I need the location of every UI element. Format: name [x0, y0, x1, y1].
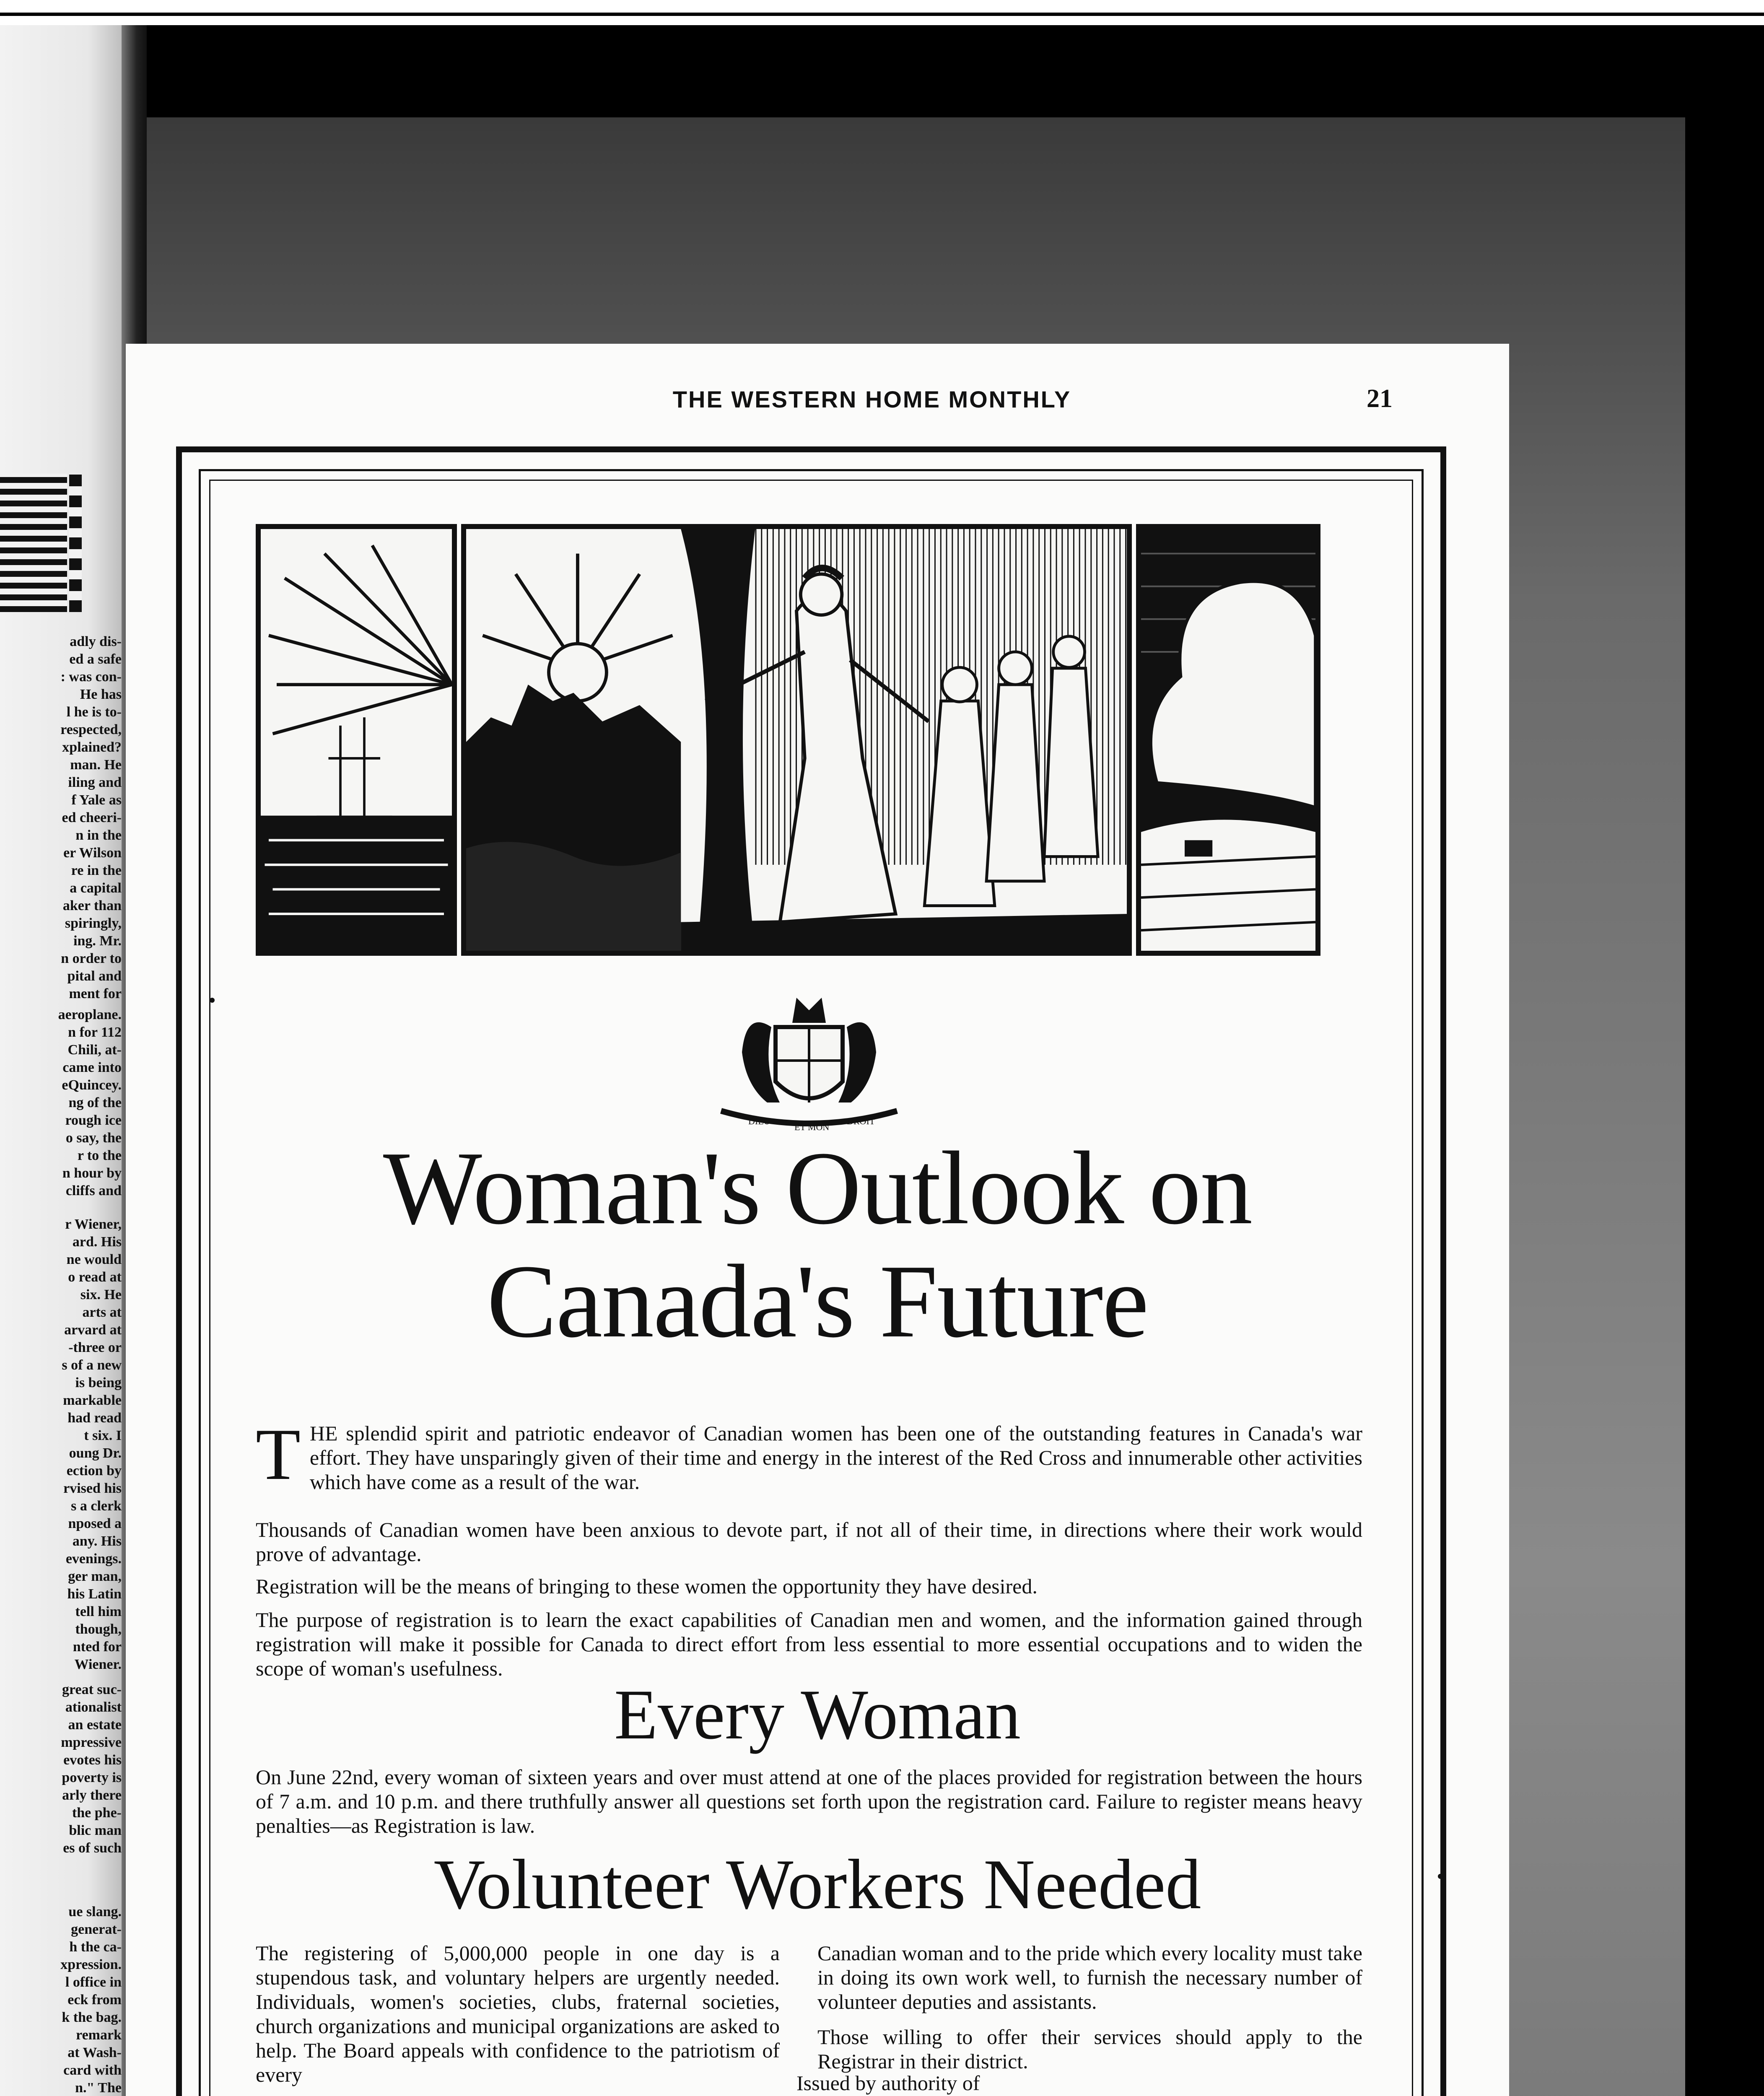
volunteer-right-column-1: Canadian woman and to the pride which every locality must take in doing its own work well, to furnish the necessary number of volunteer deputies and assistants.	[817, 1941, 1362, 2013]
illustration-landscape-panel	[1136, 524, 1320, 956]
volunteer-left-column: The registering of 5,000,000 people in one day is a stupendous task, and voluntary helpers are urgently needed. Individuals, women's societies, clubs, fraternal societies, church organizations and municipal organizations are asked to help. The Board appeals with confidence to the patriotism of every	[256, 1941, 780, 2086]
facing-page-column-4: great suc- ationalist an estate mpressive evotes his poverty is arly there the phe- blic man es of such	[61, 1682, 122, 1856]
magazine-page	[126, 344, 1509, 2096]
facing-page-column-2: aeroplane. n for 112 Chili, at- came into eQuincey. ng of the rough ice o say, the r to the n hour by cliffs and	[58, 1007, 122, 1198]
headline-line-1: Woman's Outlook on	[383, 1130, 1252, 1246]
column-rule-ornament	[0, 474, 67, 612]
speck	[1438, 1874, 1443, 1879]
crest-motto-right: DROIT	[847, 1116, 875, 1126]
crest-motto-center: ET MON	[794, 1122, 830, 1132]
coat-of-arms-icon	[683, 977, 935, 1136]
column-rule-ornament-2	[69, 474, 82, 612]
illustration-center-panel	[461, 524, 1132, 956]
running-head: THE WESTERN HOME MONTHLY	[672, 386, 1071, 412]
paragraph-thousands: Thousands of Canadian women have been anxious to devote part, if not all of their time, in directions where their work would prove of advantage.	[256, 1518, 1362, 1566]
landscape-illustration	[1141, 529, 1315, 951]
drop-cap: T	[256, 1414, 301, 1495]
volunteer-heading: Volunteer Workers Needed	[433, 1845, 1201, 1924]
facing-page-column-5: ue slang. generat- h the ca- xpression. l office in eck from k the bag. remark at Wash- card with n." The	[60, 1904, 122, 2096]
scanner-edge	[0, 0, 1764, 25]
paragraph-registration: Registration will be the means of bringing to these women the opportunity they have desired.	[256, 1575, 1038, 1598]
speck-2	[210, 998, 215, 1003]
facing-page	[0, 25, 126, 2096]
royal-coat-of-arms	[683, 977, 935, 1136]
crest-motto-left: DIEU	[748, 1116, 770, 1126]
volunteer-right-column-2: Those willing to offer their services should apply to the Registrar in their district.	[817, 2025, 1362, 2073]
page-number: 21	[1367, 384, 1393, 413]
facing-page-column-1: adly dis- ed a safe : was con- He has l he is to- respected, xplained? man. He iling and f Yale as ed cheeri- n in the er Wilson re in the a capital aker than spiringly, ing. Mr. n order to pital and ment for	[60, 634, 122, 1001]
paragraph-purpose: The purpose of registration is to learn the exact capabilities of Canadian men and women, and the information gained through registration will make it possible for Canada to direct effort from less essential to more essential occupations and to widen the scope of woman's usefulness.	[256, 1608, 1362, 1680]
facing-page-column-3: r Wiener, ard. His ne would o read at six. He arts at arvard at -three or s of a new is being markable had read t six. I oung Dr. ection by rvised his s a clerk nposed a any. His evenings. ger man, his Latin tell him though, nted for Wiener.	[62, 1217, 122, 1672]
harbour-illustration	[261, 529, 452, 951]
illustration-harbour-panel	[256, 524, 457, 956]
every-woman-heading: Every Woman	[614, 1675, 1021, 1754]
headline-line-2: Canada's Future	[487, 1243, 1148, 1359]
issued-by-line: Issued by authority of	[796, 2071, 980, 2095]
every-woman-text: On June 22nd, every woman of sixteen years and over must attend at one of the places provided for registration between the hours of 7 a.m. and 10 p.m. and there truthfully answer all questions set forth upon the registration card. Failure to register means heavy penalties—as Registration is law.	[256, 1765, 1362, 1837]
intro-text: HE splendid spirit and patriotic endeavor of Canadian women has been one of the outstanding features in Canada's war effort. They have unsparingly given of their time and energy in the interest of the Red Cross and innumerable other activities which have come as a result of the war.	[309, 1422, 1362, 1494]
woman-curtain-illustration	[466, 529, 1127, 951]
intro-paragraph	[256, 1414, 1362, 1495]
